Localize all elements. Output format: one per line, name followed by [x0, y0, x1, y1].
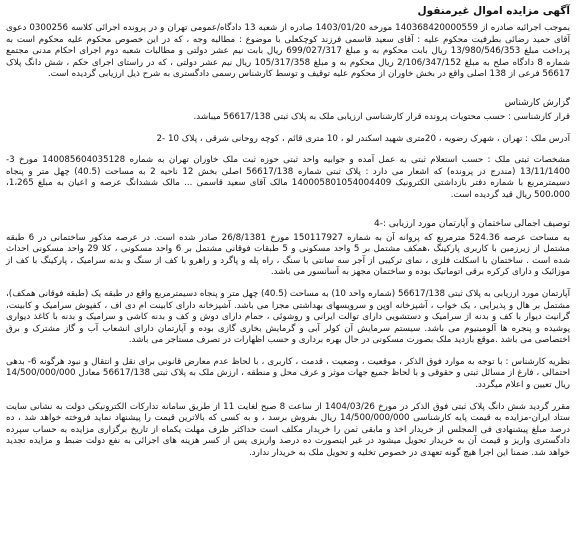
building-paragraph: به مساحت عرصه 524.36 مترمربع که پروانه آن به شماره 150117927 مورخ 26/8/1381 صادر شده است. در عرصه مذکور ساختمانی در 6 طبقه مشتمل از زیرزمین با کاربری پارکینگ ،همکف مشتمل بر 5 واحد مسکونی و 5 طبقات فوقانی مشتمل بر 6 واحد مسکونی ، کلا 29 واحد مسکونی احداث شده است . ساختمان با اسکلت فلزی ، نمای ترکیبی از آجر سه سانتی با سنگ ، راه پله و پاگرد و راهرو با کف از سنگ و بدنه سرامیک ، پارکینگ با کف از موزائیک و دارای کرکره برقی اتوماتیک بوده و ساختمان مجهز به آسانسور می باشد.: [6, 232, 570, 278]
notice-title: آگهی مزایده اموال غیرمنقول: [417, 5, 570, 17]
report-line: قرار کارشناسی : حسب محتویات پرونده قرار کارشناسی ارزیابی ملک به پلاک ثبتی 56617/138 میباشد.: [193, 111, 570, 122]
apartment-paragraph: آپارتمان مورد ارزیابی به پلاک ثبتی 56617/138 (شماره واحد 10) به مساحت (40.5) چهل متر و پنجاه دسیمترمربع واقع در طبقه یک (طبقه فوقانی همکف)، مشتمل بر هال و پذیرایی ، یک خواب ، آشپزخانه اوپن و سرویسهای بهداشتی مجزا می باشد. آشپزخانه دارای کابینت ام دی اف ، کفپوش سرامیک و کابینت، گرانیت دیوار با کف و بدنه از سرامیک و دستشویی دارای توالت ایرانی و روشوئی ، حمام دارای دوش و کف و بدنه کاشی و سرامیک و بدنه با کاغذ دیواری پوشیده و پنجره ها آلومینیوم می باشد. سیستم سرمایش آن کولر آبی و گرمایش بخاری گازی بوده و آپارتمان دارای انشعاب آب و گاز مشترک و برق اختصاصی می باشد .موقع بازدید ملک بصورت مسکونی در حال بهره برداری و حسب اظهارات در تصرف مستاجر می باشد.: [6, 288, 570, 346]
registration-paragraph: مشخصات ثبتی ملک : حسب استعلام ثبتی به عمل آمده و جوابیه واحد ثبتی حوزه ثبت ملک خاوران تهران به شماره 140085604035128 مورخ 3- 13/11/1400 (مندرج در پرونده) که اشعار می دارد : پلاک ثبتی شماره 56617/138 اصلی بخش 12 ناحیه 2 به مساحت (40.5) چهل متر و پنجاه دسیمترمربع با شماره دفتر بازداشتی الکترونیک 140005801054004409 مالک آقای سعید قاسمی ... مالک ششدانگ عرصه و اعیان به مبلغ 1،265، 500،000 ریال قید گردیده است.: [6, 155, 571, 200]
address-paragraph: آدرس ملک : تهران ، شهرک رضویه ، 20متری شهید اسکندر لو ، 10 متری قائم ، کوچه روحانی شرقی ، پلاک 10 -2: [156, 133, 570, 144]
valuation-paragraph: نظریه کارشناس : با توجه به موارد فوق الذکر ، موقعیت ، وضعیت ، قدمت ، کاربری ، با لحاظ عدم معارض قانونی برای نقل و انتقال و نبود هرگونه 6- بدهی احتمالی ، فارغ از مسائل ثبتی و حقوقی و با لحاظ جمیع جهات موثر و عرف محل و منطقه ، ارزش ملک به پلاک ثبتی 56617/138 معادل 14/500/000/000 ریال تعیین و اعلام میگردد.: [6, 356, 570, 391]
auction-terms-paragraph: مقرر گردید شش دانگ پلاک ثبتی فوق الذکر در مورخ 1404/03/26 از ساعت 8 صبح لغایت 11 از طریق سامانه تدارکات الکترونیکی دولت به نشانی سایت ستاد ایران-مزایده به قیمت پایه کارشناسی 14/500/000/000 ریال بفروش برسد ، و به کسی که بالاترین قیمت را پیشنهاد نماید فروخته خواهد شد ، ده درصد مبلغ پیشنهادی فی المجلس از خریدار اخذ و مابقی ثمن را خریدار مکلف است حداکثر ظرف مهلت یکماه از تاریخ برگزاری مزایده به حساب سپرده دادگستری واریز و قیمت آن به خریدار تحویل میشود در غیر اینصورت ده درصد واریزی پس از کسر هزینه های اجرائی به نفع دولت ضبط و مزایده تجدید خواهد شد. ضمنا این اجرا هیچ گونه تعهدی در خصوص تخلیه و تحویل ملک به خریدار ندارد.: [6, 401, 570, 459]
intro-paragraph: بموجب اجرائیه صادره از 140368420000559 مورخه 1403/01/20 صادره از شعبه 13 دادگاه/عمومی تهران و در پرونده اجرائی کلاسه 0300256 دعوی آقای حمید رضائی بطرفیت محکوم علیه : آقای سعید قاسمی فرزند کوچکعلی با موضوع : مطالبه وجه ، که در این خصوص محکوم علیه محکوم است به پرداخت مبلغ 13/980/546/353 ریال بابت محکوم به و مبلغ 699/027/317 ریال بابت نیم عشر دولتی و مطالبات شعبه دوم اجرای احکام مدنی مجتمع شماره 8 دادگاه صلح به مبلغ 2/106/347/152 ریال محکوم به و مبلغ 105/317/358 ریال نیم عشر دولتی ، که در راستای اجرای حکم ، شش دانگ پلاک 56617 فرعی از 138 اصلی واقع در بخش خاوران از محکوم علیه توقیف و توسط کارشناس رسمی دادگستری به شرح ذیل ارزیابی گردیده است.: [6, 23, 570, 80]
report-heading: گزارش کارشناس: [504, 97, 570, 108]
description-heading: توصیف اجمالی ساختمان و آپارتمان مورد ارزیابی :-4: [373, 218, 570, 229]
